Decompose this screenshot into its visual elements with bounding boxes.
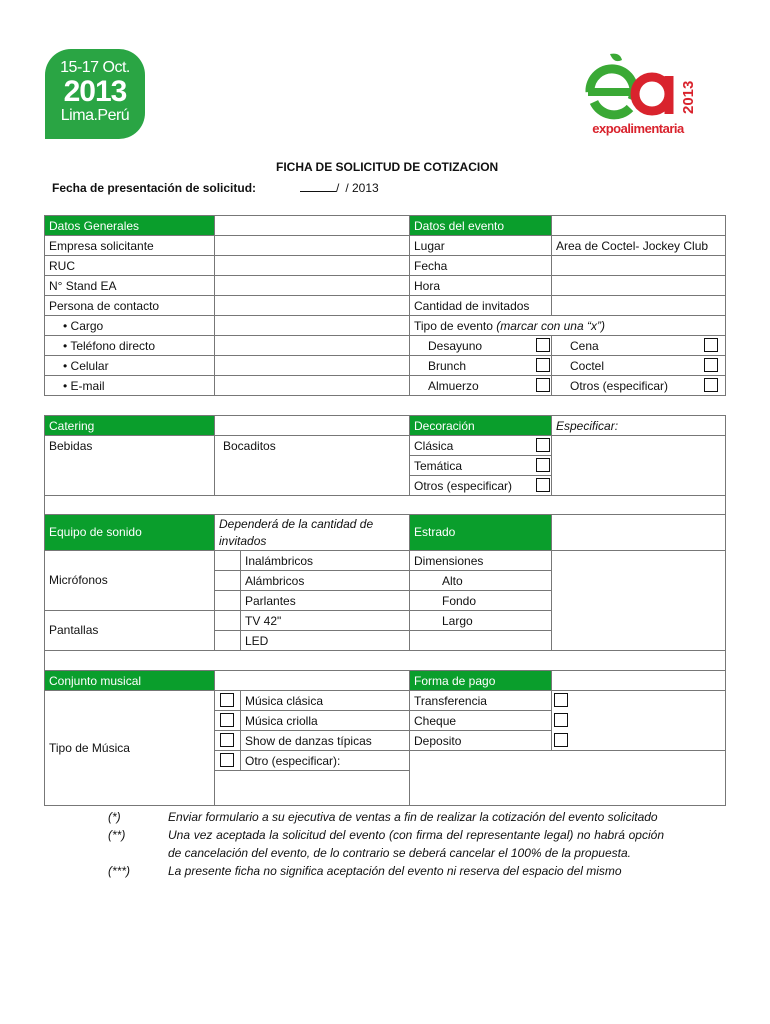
bebidas-label: Bebidas bbox=[49, 439, 93, 453]
footnote: (*) Enviar formulario a su ejecutiva de ventas a fin de realizar la cotización del evento solicitado bbox=[108, 810, 658, 824]
fecha-input[interactable] bbox=[551, 255, 726, 276]
musica-otro-label: Otro (especificar): bbox=[240, 750, 410, 771]
footnotes bbox=[90, 808, 664, 880]
contact-mobile-label: • Celular bbox=[44, 355, 215, 376]
event-location: Lima.Perú bbox=[60, 107, 130, 124]
alto-label: Alto bbox=[409, 570, 552, 591]
deco-otros-label: Otros (especificar) bbox=[409, 475, 552, 496]
alambricos-qty[interactable] bbox=[214, 570, 241, 591]
pago-notes-input[interactable] bbox=[409, 750, 726, 806]
event-year: 2013 bbox=[63, 75, 127, 108]
stand-input[interactable] bbox=[214, 275, 410, 296]
contact-label: Persona de contacto bbox=[44, 295, 215, 316]
cheque-label: Cheque bbox=[409, 710, 552, 731]
musica-criolla-checkbox[interactable] bbox=[220, 713, 234, 727]
contact-email-label: • E-mail bbox=[44, 375, 215, 396]
largo-label: Largo bbox=[409, 610, 552, 631]
clasica-checkbox[interactable] bbox=[536, 438, 550, 452]
footnote: (**) Una vez aceptada la solicitud del evento (con firma del representante legal) no habrá opción de cancelación del evento, de lo contrario se deberá cancelar el 100% de la propuesta. bbox=[108, 828, 664, 860]
musica-clasica-label: Música clásica bbox=[240, 690, 410, 711]
deco-otros-checkbox[interactable] bbox=[536, 478, 550, 492]
event-heading: Datos del evento bbox=[409, 215, 552, 236]
section-divider-2 bbox=[44, 650, 726, 671]
dimensiones-label: Dimensiones bbox=[409, 550, 552, 571]
deco-clasica-label: Clásica bbox=[409, 435, 552, 456]
guests-input[interactable] bbox=[551, 295, 726, 316]
type-almuerzo-label: Almuerzo bbox=[409, 375, 552, 396]
estrado-empty bbox=[409, 630, 552, 651]
expoalimentaria-logo bbox=[580, 52, 700, 138]
expo-dates-logo bbox=[45, 49, 145, 139]
musica-otro-checkbox[interactable] bbox=[220, 753, 234, 767]
general-heading: Datos Generales bbox=[44, 215, 215, 236]
brand-year: 2013 bbox=[680, 80, 697, 114]
pantallas-label: Pantallas bbox=[44, 610, 215, 651]
cena-checkbox[interactable] bbox=[704, 338, 718, 352]
fondo-label: Fondo bbox=[409, 590, 552, 611]
tv-label: TV 42" bbox=[240, 610, 410, 631]
desayuno-checkbox[interactable] bbox=[536, 338, 550, 352]
ea-logo-mark bbox=[580, 52, 700, 122]
event-heading-spacer bbox=[551, 215, 726, 236]
pago-heading-spacer bbox=[551, 670, 726, 691]
bebidas-field[interactable] bbox=[44, 435, 215, 496]
form-title: FICHA DE SOLICITUD DE COTIZACION bbox=[276, 160, 499, 174]
type-brunch-label: Brunch bbox=[409, 355, 552, 376]
especificar-label: Especificar: bbox=[551, 415, 726, 436]
danzas-label: Show de danzas típicas bbox=[240, 730, 410, 751]
hora-label: Hora bbox=[409, 275, 552, 296]
contact-cargo-label: • Cargo bbox=[44, 315, 215, 336]
pago-empty bbox=[551, 690, 726, 751]
sonido-heading: Equipo de sonido bbox=[44, 514, 215, 551]
musica-heading: Conjunto musical bbox=[44, 670, 215, 691]
mobile-input[interactable] bbox=[214, 355, 410, 376]
date-field[interactable]: / / 2013 bbox=[300, 181, 379, 195]
company-input[interactable] bbox=[214, 235, 410, 256]
estrado-heading-spacer bbox=[551, 514, 726, 551]
ruc-label: RUC bbox=[44, 255, 215, 276]
general-heading-spacer bbox=[214, 215, 410, 236]
musica-otro-input[interactable] bbox=[214, 770, 410, 806]
guests-label: Cantidad de invitados bbox=[409, 295, 552, 316]
brunch-checkbox[interactable] bbox=[536, 358, 550, 372]
lugar-label: Lugar bbox=[409, 235, 552, 256]
musica-criolla-label: Música criolla bbox=[240, 710, 410, 731]
type-otros-label: Otros (especificar) bbox=[551, 375, 726, 396]
parlantes-label: Parlantes bbox=[240, 590, 410, 611]
pago-heading: Forma de pago bbox=[409, 670, 552, 691]
stand-label: N° Stand EA bbox=[44, 275, 215, 296]
estrado-heading: Estrado bbox=[409, 514, 552, 551]
ruc-input[interactable] bbox=[214, 255, 410, 276]
transferencia-checkbox[interactable] bbox=[554, 693, 568, 707]
contact-phone-label: • Teléfono directo bbox=[44, 335, 215, 356]
lugar-value[interactable]: Area de Coctel- Jockey Club bbox=[551, 235, 726, 256]
phone-input[interactable] bbox=[214, 335, 410, 356]
otros-checkbox[interactable] bbox=[704, 378, 718, 392]
sonido-note: Dependerá de la cantidad de invitados bbox=[214, 514, 410, 551]
microfonos-label: Micrófonos bbox=[44, 550, 215, 611]
bocaditos-label: Bocaditos bbox=[223, 439, 276, 453]
email-input[interactable] bbox=[214, 375, 410, 396]
led-label: LED bbox=[240, 630, 410, 651]
cargo-input[interactable] bbox=[214, 315, 410, 336]
deco-tematica-label: Temática bbox=[409, 455, 552, 476]
parlantes-qty[interactable] bbox=[214, 590, 241, 611]
musica-heading-spacer bbox=[214, 670, 410, 691]
hora-input[interactable] bbox=[551, 275, 726, 296]
led-qty[interactable] bbox=[214, 630, 241, 651]
event-dates: 15-17 Oct. bbox=[60, 59, 130, 76]
catering-heading: Catering bbox=[44, 415, 215, 436]
almuerzo-checkbox[interactable] bbox=[536, 378, 550, 392]
transferencia-label: Transferencia bbox=[409, 690, 552, 711]
company-label: Empresa solicitante bbox=[44, 235, 215, 256]
date-label: Fecha de presentación de solicitud: bbox=[52, 181, 257, 195]
especificar-input[interactable] bbox=[551, 435, 726, 496]
deposito-label: Deposito bbox=[409, 730, 552, 751]
catering-heading-spacer bbox=[214, 415, 410, 436]
brand-name: expoalimentaria bbox=[592, 121, 684, 136]
section-divider bbox=[44, 495, 726, 515]
type-desayuno-label: Desayuno bbox=[409, 335, 552, 356]
coctel-checkbox[interactable] bbox=[704, 358, 718, 372]
musica-clasica-checkbox[interactable] bbox=[220, 693, 234, 707]
alambricos-label: Alámbricos bbox=[240, 570, 410, 591]
inalambricos-label: Inalámbricos bbox=[240, 550, 410, 571]
contact-input[interactable] bbox=[214, 295, 410, 316]
footnote: (***) La presente ficha no significa aceptación del evento ni reserva del espacio del mismo bbox=[108, 864, 622, 878]
danzas-checkbox[interactable] bbox=[220, 733, 234, 747]
decoracion-heading: Decoración bbox=[409, 415, 552, 436]
type-cena-label: Cena bbox=[551, 335, 726, 356]
tematica-checkbox[interactable] bbox=[536, 458, 550, 472]
cheque-checkbox[interactable] bbox=[554, 713, 568, 727]
deposito-checkbox[interactable] bbox=[554, 733, 568, 747]
bocaditos-field[interactable] bbox=[214, 435, 410, 496]
tipo-musica-label: Tipo de Música bbox=[44, 690, 215, 806]
inalambricos-qty[interactable] bbox=[214, 550, 241, 571]
estrado-input[interactable] bbox=[551, 550, 726, 651]
type-coctel-label: Coctel bbox=[551, 355, 726, 376]
tv-qty[interactable] bbox=[214, 610, 241, 631]
fecha-label: Fecha bbox=[409, 255, 552, 276]
event-type-label: Tipo de evento (marcar con una “x”) bbox=[409, 315, 726, 336]
